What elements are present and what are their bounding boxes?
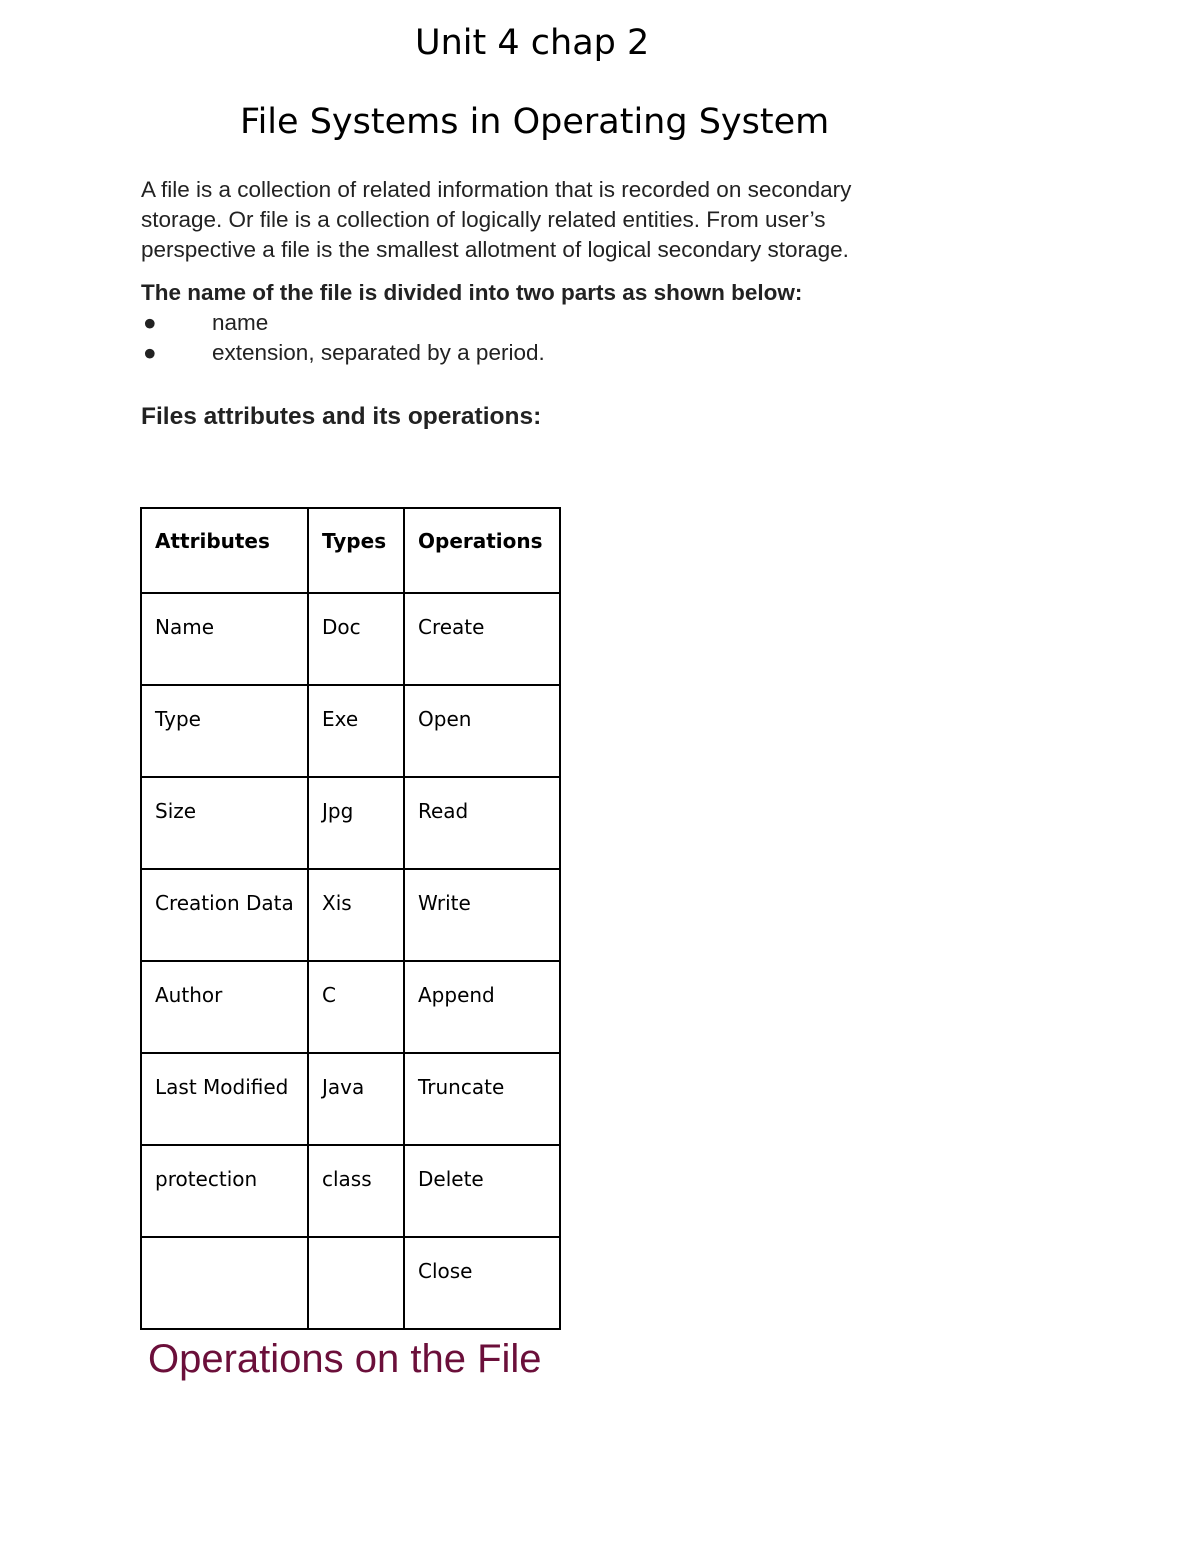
- table-row: [141, 1237, 560, 1329]
- table-row: [141, 593, 560, 685]
- operation-cell: Read: [404, 777, 560, 869]
- intro-line: perspective a file is the smallest allotment of logical secondary storage.: [141, 237, 849, 262]
- file-name-parts-list: [141, 308, 545, 368]
- attribute-cell: Creation Data: [141, 869, 308, 961]
- file-name-heading: The name of the file is divided into two parts as shown below:: [141, 280, 803, 305]
- table-row: [141, 1053, 560, 1145]
- attribute-cell: protection: [141, 1145, 308, 1237]
- type-cell: Xis: [308, 869, 404, 961]
- table-row: [141, 869, 560, 961]
- column-header-operations: Operations: [404, 508, 560, 593]
- attribute-cell: Type: [141, 685, 308, 777]
- attribute-cell: Name: [141, 593, 308, 685]
- page-title: File Systems in Operating System: [240, 102, 830, 142]
- type-cell: class: [308, 1145, 404, 1237]
- attribute-cell: Size: [141, 777, 308, 869]
- list-item-label: name: [212, 310, 269, 335]
- bullet-icon: ●: [143, 310, 157, 335]
- operation-cell: Append: [404, 961, 560, 1053]
- type-cell: [308, 1237, 404, 1329]
- column-header-attributes: Attributes: [141, 508, 308, 593]
- attribute-cell: Author: [141, 961, 308, 1053]
- table-header-row: [141, 508, 560, 593]
- operation-cell: Open: [404, 685, 560, 777]
- intro-paragraph: [141, 175, 981, 265]
- type-cell: Jpg: [308, 777, 404, 869]
- type-cell: C: [308, 961, 404, 1053]
- attributes-heading: Files attributes and its operations:: [141, 403, 542, 430]
- list-item: [141, 338, 545, 368]
- operation-cell: Delete: [404, 1145, 560, 1237]
- table-row: [141, 961, 560, 1053]
- table-row: [141, 1145, 560, 1237]
- intro-line: storage. Or file is a collection of logically related entities. From user’s: [141, 207, 826, 232]
- operations-heading: Operations on the File: [148, 1337, 542, 1381]
- table-row: [141, 777, 560, 869]
- list-item: [141, 308, 545, 338]
- column-header-types: Types: [308, 508, 404, 593]
- type-cell: Doc: [308, 593, 404, 685]
- type-cell: Exe: [308, 685, 404, 777]
- attribute-cell: [141, 1237, 308, 1329]
- type-cell: Java: [308, 1053, 404, 1145]
- file-attributes-table: [140, 507, 561, 1330]
- operation-cell: Close: [404, 1237, 560, 1329]
- list-item-label: extension, separated by a period.: [212, 340, 545, 365]
- unit-title: Unit 4 chap 2: [415, 23, 650, 63]
- table-row: [141, 685, 560, 777]
- operation-cell: Write: [404, 869, 560, 961]
- attribute-cell: Last Modified: [141, 1053, 308, 1145]
- operation-cell: Create: [404, 593, 560, 685]
- operation-cell: Truncate: [404, 1053, 560, 1145]
- bullet-icon: ●: [143, 340, 157, 365]
- intro-line: A file is a collection of related information that is recorded on secondary: [141, 177, 852, 202]
